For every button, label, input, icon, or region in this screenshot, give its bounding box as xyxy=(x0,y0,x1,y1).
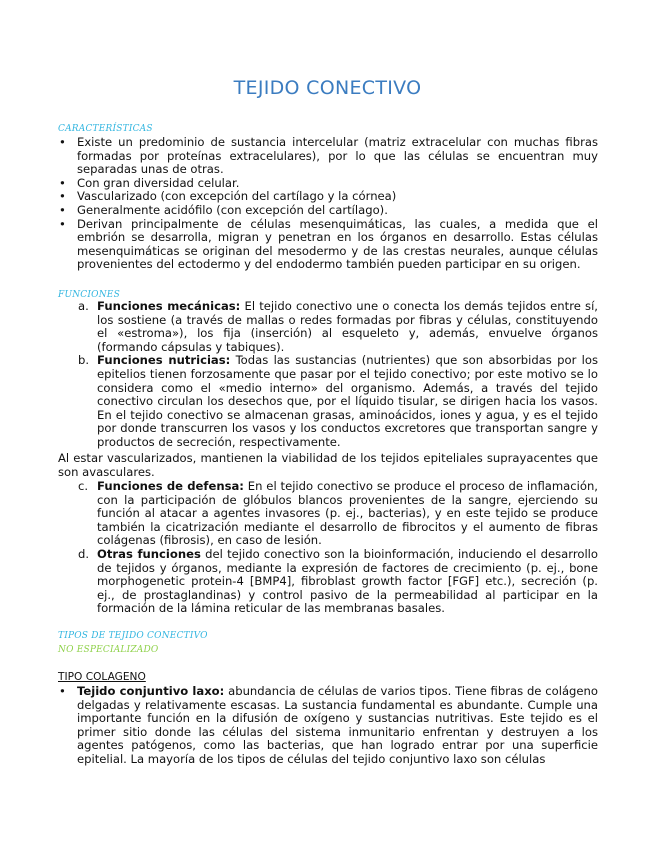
funciones-list-ab xyxy=(76,300,598,450)
page-title: TEJIDO CONECTIVO xyxy=(233,77,422,99)
list-item xyxy=(76,354,598,449)
list-marker: a. xyxy=(78,299,89,313)
no-especializado-label: NO ESPECIALIZADO xyxy=(58,645,159,655)
item-heading: Funciones mecánicas: xyxy=(97,299,241,313)
list-item xyxy=(76,480,598,548)
tipos-label: TIPOS DE TEJIDO CONECTIVO xyxy=(58,631,208,641)
item-text: del tejido conectivo son la bioinformación, induciendo el desarrollo de tejidos y órganos, mediante la expresión de factores de crecimiento (p. ej., bone morphogenetic protein-4 [BMP4], fibroblast growth factor [FGF] etc.), secreción (p. ej., de prostaglandinas) y control pasivo de la permeabilidad al participar en la formación de la lámina reticular de las membranas basales. xyxy=(97,546,598,616)
tipos-list xyxy=(58,685,598,767)
between-paragraph: Al estar vascularizados, mantienen la viabilidad de los tejidos epiteliales suprayacentes que son avasculares. xyxy=(58,451,598,479)
list-item xyxy=(58,685,598,767)
list-marker: d. xyxy=(78,546,90,561)
item-text: abundancia de células de varios tipos. Tiene fibras de colágeno delgadas y relativamente escasas. La sustancia fundamental es abundante. Cumple una importante función en la difusión de oxígeno y sustancias nutritivas. Este tejido es el primer sitio donde las células del sistema inmunitario enfrentan y destruyen a los agentes patógenos, como las bacterias, que han logrado entrar por una superficie epitelial. La mayoría de los tipos de células del tejido conjuntivo laxo son células xyxy=(77,684,598,766)
funciones-list-cd xyxy=(76,480,598,616)
caracteristicas-list xyxy=(58,136,598,272)
item-text: El tejido conectivo une o conecta los demás tejidos entre sí, los sostiene (a través de mallas o redes formadas por fibras y células, constituyendo el «estroma»), los fija (inserción) al esqueleto y, además, envuelve órganos (formando cápsulas y tabiques). xyxy=(97,299,598,354)
list-item xyxy=(76,548,598,616)
item-text: Todas las sustancias (nutrientes) que son absorbidas por los epitelios tienen forzosamente que pasar por el tejido conectivo; por este motivo se lo considera como el «medio interno» del organismo. Además, a través del tejido conectivo circulan los desechos que, por el líquido tisular, se dirigen hacia los vasos. En el tejido conectivo se almacenan grasas, aminoácidos, iones y agua, y es el tejido por donde transcurren los vasos y los conductos excretores que transportan sangre y productos de secreción, respectivamente. xyxy=(97,353,598,449)
list-marker: c. xyxy=(78,479,89,493)
caracteristicas-label: CARACTERÍSTICAS xyxy=(58,124,153,134)
list-item: • Derivan principalmente de células mesenquimáticas, las cuales, a medida que el embrión se desarrolla, migran y penetran en los órganos en desarrollo. Estas células mesenquimáticas se originan del mesodermo y de las crestas neurales, aunque células provenientes del ectodermo y del endodermo también pueden participar en su origen. xyxy=(58,218,598,272)
item-heading: Funciones nutricias: xyxy=(97,353,231,368)
item-heading: Tejido conjuntivo laxo: xyxy=(77,684,225,698)
funciones-label: FUNCIONES xyxy=(58,290,120,300)
list-item: • Generalmente acidófilo (con excepción del cartílago). xyxy=(58,204,598,218)
list-item: • Vascularizado (con excepción del cartílago y la córnea) xyxy=(58,190,598,204)
tipo-colageno-heading: TIPO COLAGENO xyxy=(58,671,146,683)
list-marker: b. xyxy=(78,353,90,368)
item-heading: Otras funciones xyxy=(97,546,201,561)
list-item: • Existe un predominio de sustancia intercelular (matriz extracelular con muchas fibras formadas por proteínas extracelulares), por lo que las células se encuentran muy separadas unas de otras. xyxy=(58,136,598,177)
item-heading: Funciones de defensa: xyxy=(97,479,244,493)
list-item: • Con gran diversidad celular. xyxy=(58,177,598,191)
item-text: En el tejido conectivo se produce el proceso de inflamación, con la participación de glóbulos blancos provenientes de la sangre, ejerciendo su función al atacar a agentes invasores (p. ej., bacterias), y en este tejido se produce también la cicatrización mediante el desarrollo de fibrocitos y el aumento de fibras colágenas (fibrosis), en caso de lesión. xyxy=(97,479,598,548)
list-item xyxy=(76,300,598,354)
